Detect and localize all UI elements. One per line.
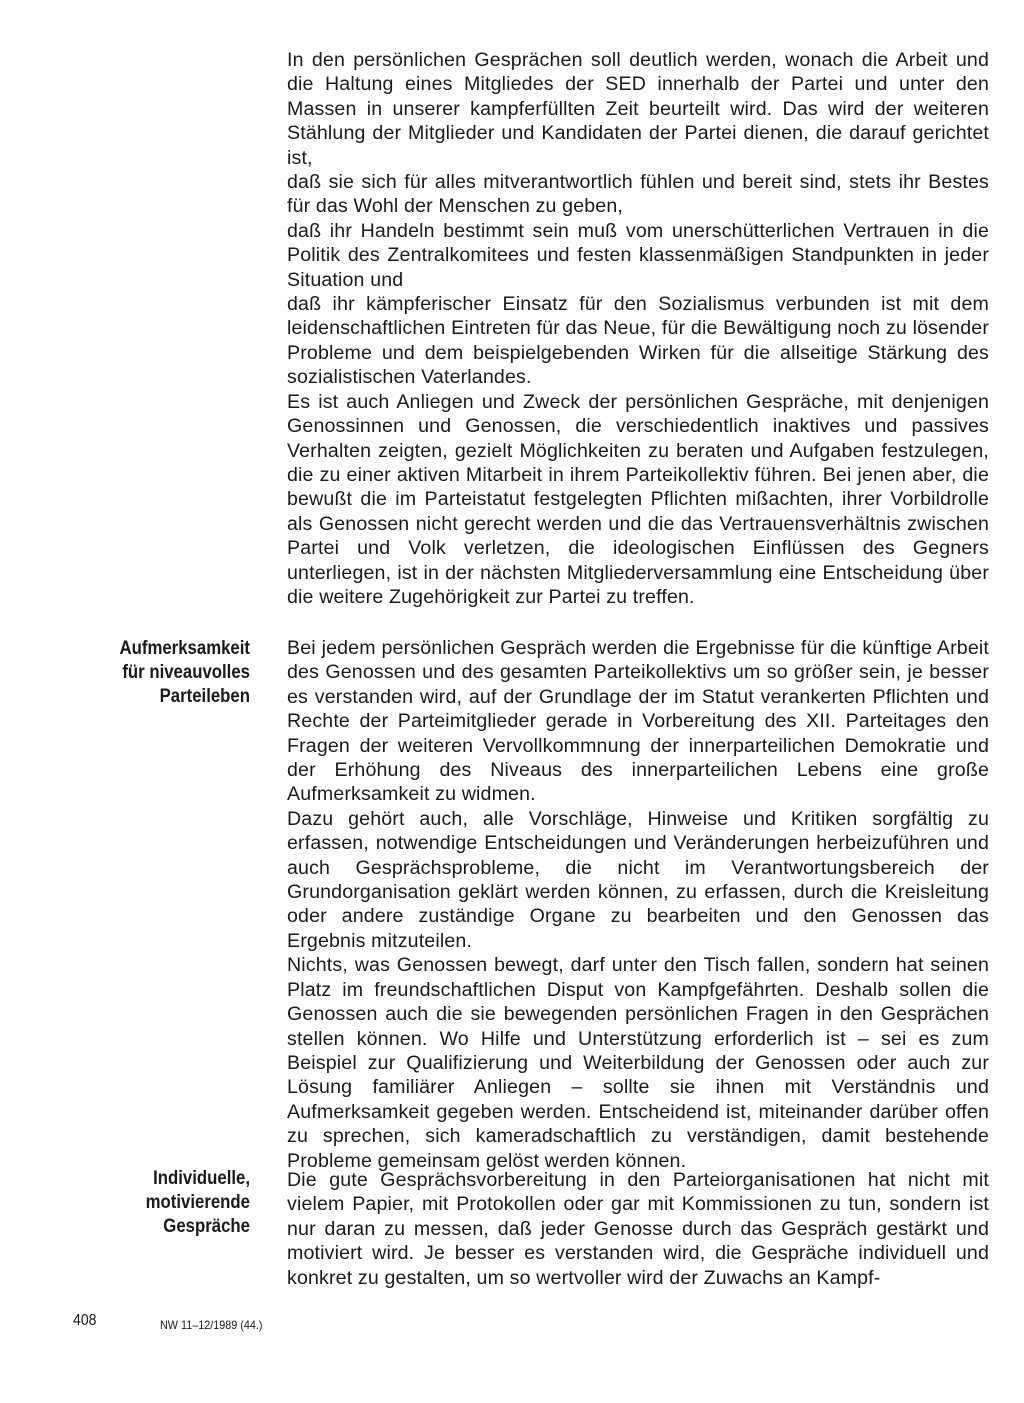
paragraph: Es ist auch Anliegen und Zweck der persönlichen Gespräche, mit denjenigen Genossinnen und Genossen, die verschiedentlich inaktives und passives Verhalten zeigten, gezielt Möglichkeiten zu beraten und Aufgaben festzulegen, die zu einer aktiven Mitarbeit in ihrem Parteikollektiv führen. Bei jenen aber, die bewußt die im Parteistatut festgelegten Pflichten mißachten, ihrer Vorbildrolle als Genossen nicht gerecht werden und die das Vertrauensverhältnis zwischen Partei und Volk verletzen, die ideologischen Einflüssen des Gegners unterliegen, ist in der nächsten Mitgliederversammlung eine Entscheidung über die weitere Zugehörigkeit zur Partei zu treffen. [287, 390, 989, 608]
heading-line: motivierende [145, 1191, 250, 1213]
paragraph: daß ihr kämpferischer Einsatz für den Sozialismus verbunden ist mit dem leidenschaftlichen Eintreten für das Neue, für die Bewältigung noch zu lösender Probleme und dem beispielgebenden Wirken für die allseitige Stärkung des sozialistischen Vaterlandes. [287, 293, 989, 389]
source-reference: NW 11–12/1989 (44.) [160, 1318, 263, 1332]
paragraph: daß ihr Handeln bestimmt sein muß vom unerschütterlichen Vertrauen in die Politik des Zentralkomitees und festen klassenmäßigen Standpunkten in jeder Situation und [287, 219, 989, 291]
text-block-1 [287, 48, 989, 609]
paragraph: Die gute Gesprächsvorbereitung in den Parteiorganisationen hat nicht mit vielem Papier, mit Protokollen oder gar mit Kommissionen zu tun, sondern ist nur daran zu messen, daß jeder Genosse durch das Gespräch gestärkt und motiviert wird. Je besser es verstanden wird, die Gespräche individuell und konkret zu gestalten, um so wertvoller wird der Zuwachs an Kampf- [287, 1169, 989, 1289]
heading-line: für niveauvolles [122, 661, 250, 683]
heading-line: Individuelle, [153, 1167, 250, 1189]
margin-heading-gespraeche [78, 1166, 250, 1238]
paragraph: daß sie sich für alles mitverantwortlich fühlen und bereit sind, stets ihr Bestes für das Wohl der Menschen zu geben, [287, 171, 989, 218]
heading-line: Aufmerksamkeit [119, 637, 250, 659]
paragraph: Dazu gehört auch, alle Vorschläge, Hinweise und Kritiken sorgfältig zu erfassen, notwendige Entscheidungen und Veränderungen herbeizuführen und auch Gesprächsprobleme, die nicht im Verantwortungsbereich der Grundorganisation geklärt werden können, zu erfassen, durch die Kreisleitung oder andere zuständige Organe zu bearbeiten und den Genossen das Ergebnis mitzuteilen. [287, 807, 989, 952]
margin-heading-parteileben [78, 636, 250, 708]
text-block-2 [287, 636, 989, 1173]
heading-line: Parteileben [159, 685, 250, 707]
text-block-3 [287, 1168, 989, 1290]
paragraph: Nichts, was Genossen bewegt, darf unter den Tisch fallen, sondern hat seinen Platz im freundschaftlichen Disput von Kampfgefährten. Deshalb sollen die Genossen auch die sie bewegenden persönlichen Fragen in den Gesprächen stellen können. Wo Hilfe und Unterstützung erforderlich ist – sei es zum Beispiel zur Qualifizierung und Weiterbildung der Genossen oder auch zur Lösung familiärer Anliegen – sollte sie ihnen mit Verständnis und Aufmerksamkeit gegeben werden. Entscheidend ist, miteinander darüber offen zu sprechen, sich kameradschaftlich zu verständigen, damit bestehende Probleme gemeinsam gelöst werden können. [287, 954, 989, 1172]
page-number: 408 [73, 1312, 97, 1329]
paragraph: Bei jedem persönlichen Gespräch werden die Ergebnisse für die künftige Arbeit des Genossen und des gesamten Parteikollektivs um so größer sein, je besser es verstanden wird, auf der Grundlage der im Statut verankerten Pflichten und Rechte der Parteimitglieder gerade in Vorbereitung des XII. Parteitages den Fragen der weiteren Vervollkommnung der innerparteilichen Demokratie und der Erhöhung des Niveaus des innerparteilichen Lebens eine große Aufmerksamkeit zu widmen. [287, 637, 989, 806]
paragraph: In den persönlichen Gesprächen soll deutlich werden, wonach die Arbeit und die Haltung eines Mitgliedes der SED innerhalb der Partei und unter den Massen in unserer kampferfüllten Zeit beurteilt wird. Das wird der weiteren Stählung der Mitglieder und Kandidaten der Partei dienen, die darauf gerichtet ist, [287, 49, 989, 169]
heading-line: Gespräche [163, 1215, 250, 1237]
